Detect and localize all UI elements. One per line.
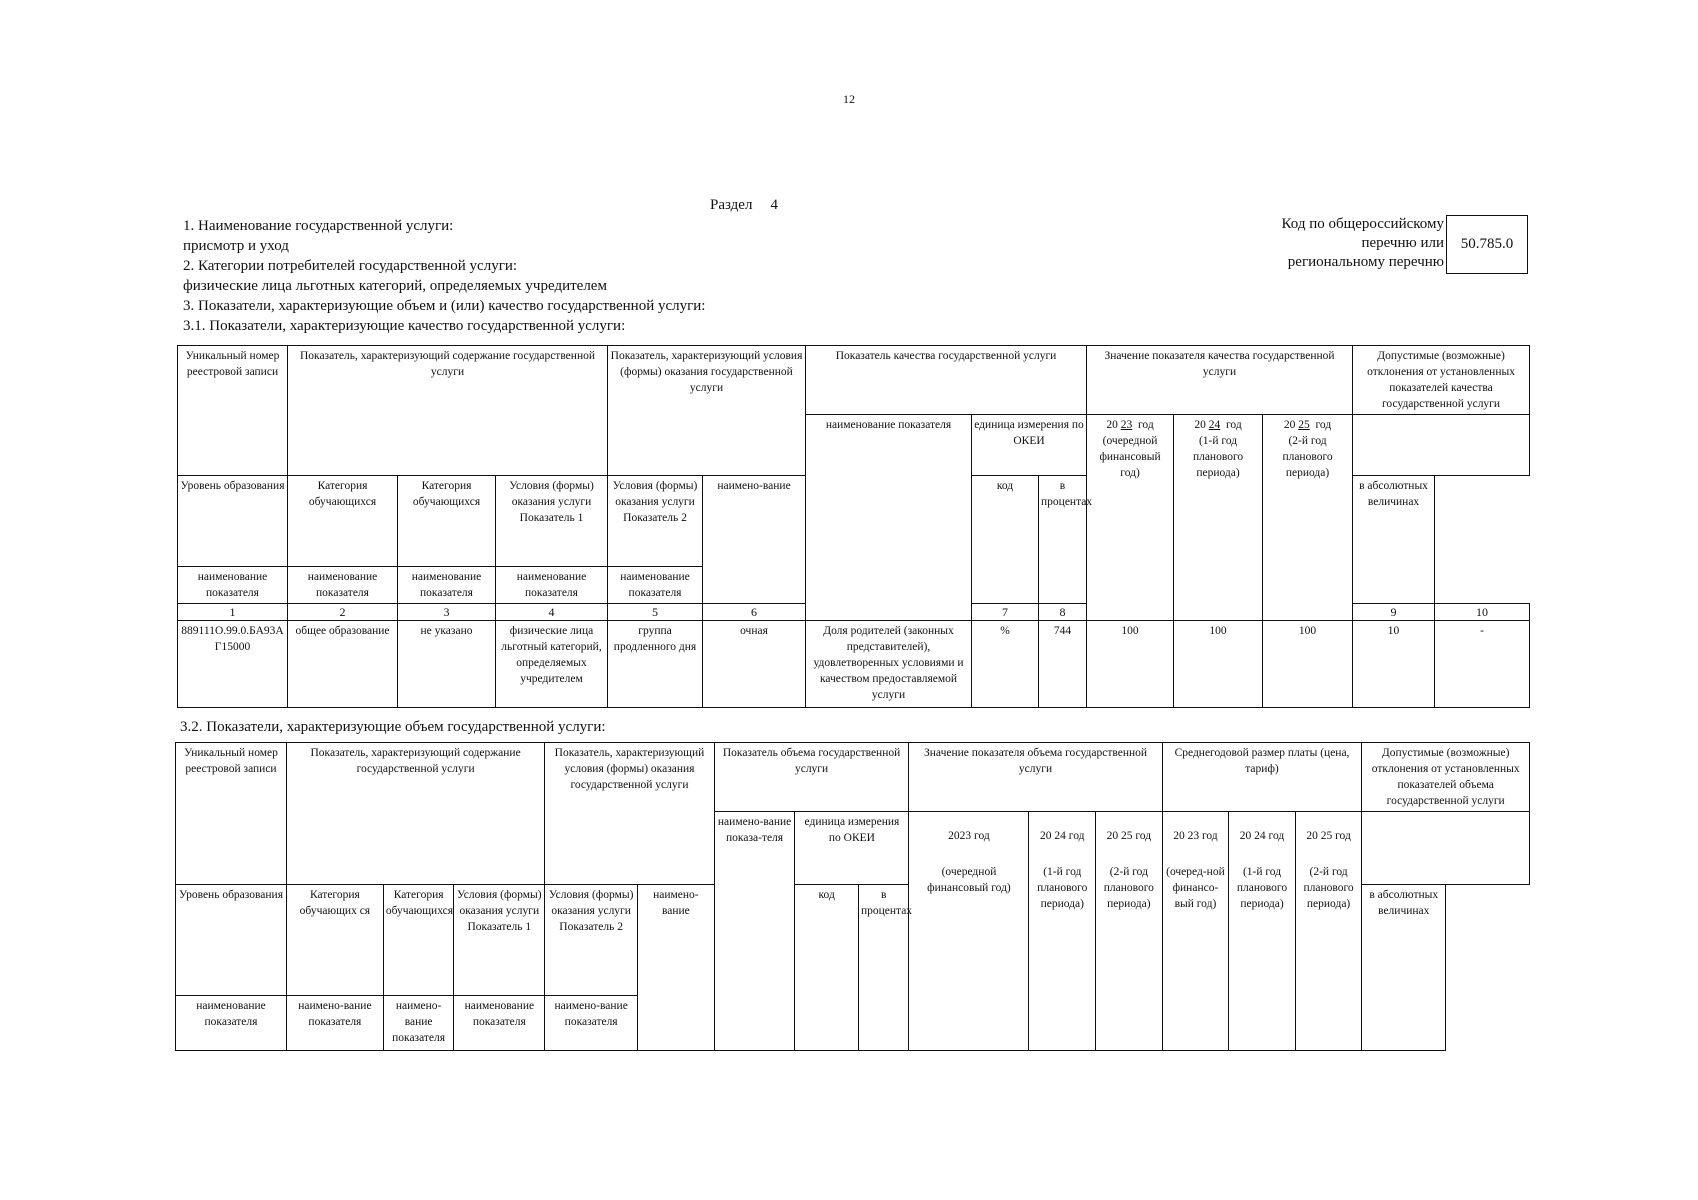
t2-value2-sub: (1-й год планового периода) <box>1037 866 1088 910</box>
t2-fee1-title: 20 23 год <box>1173 830 1218 842</box>
t1-year3-prefix: 20 <box>1283 419 1296 431</box>
service-name-value: присмотр и уход <box>183 238 289 254</box>
t1-row-absolute: - <box>1435 621 1530 708</box>
indicators-heading: 3. Показатели, характеризующие объем и (или) качество государственной услуги: <box>183 298 706 314</box>
t1-year1-prefix: 20 <box>1106 419 1118 431</box>
t1-subheader-c2: наименование показателя <box>178 567 288 604</box>
t1-row-level: общее образование <box>288 621 398 708</box>
t2-header-conditions: Показатель, характеризующий условия (формы) оказания государственной услуги <box>545 743 714 885</box>
t1-row-value3: 100 <box>1263 621 1353 708</box>
t1-year2-sub: (1-й год планового периода) <box>1192 435 1244 479</box>
t1-header-conditions: Показатель, характеризующий условия (формы) оказания государственной услуги <box>608 346 806 476</box>
t1-header-level: Уровень образования <box>178 476 288 567</box>
t1-col-number: 7 <box>972 604 1039 621</box>
t1-col-number: 6 <box>703 604 806 621</box>
t1-col-number: 2 <box>288 604 398 621</box>
t1-col-number: 9 <box>1353 604 1435 621</box>
t1-subheader-c3: наименование показателя <box>288 567 398 604</box>
registry-code-label <box>1226 215 1444 272</box>
t2-header-fee2 <box>1229 812 1296 1051</box>
registry-code-value: 50.785.0 <box>1446 215 1528 274</box>
t1-row-condition2: очная <box>703 621 806 708</box>
t1-col-number: 4 <box>496 604 608 621</box>
t1-header-quality: Показатель качества государственной услуги <box>806 346 1087 415</box>
t1-header-value: Значение показателя качества государственной услуги <box>1087 346 1353 415</box>
t2-header-value: Значение показателя объема государственной услуги <box>909 743 1162 812</box>
t2-header-content: Показатель, характеризующий содержание государственной услуги <box>286 743 544 885</box>
t2-header-deviation: Допустимые (возможные) отклонения от установленных показателей объема государственной услуги <box>1362 743 1530 812</box>
t2-value3-sub: (2-й год планового периода) <box>1103 866 1154 910</box>
t1-col-number: 5 <box>608 604 703 621</box>
section-number: 4 <box>770 197 778 213</box>
quality-indicators-table <box>177 345 1530 708</box>
t2-header-unique: Уникальный номер реестровой записи <box>176 743 287 885</box>
volume-indicators-heading: 3.2. Показатели, характеризующие объем государственной услуги: <box>180 719 606 735</box>
consumer-category-label: 2. Категории потребителей государственной услуги: <box>183 258 518 274</box>
t2-subheader-c6: наимено-вание показателя <box>545 996 638 1051</box>
t1-row-value2: 100 <box>1174 621 1263 708</box>
t1-header-category1: Категория обучающихся <box>288 476 398 567</box>
t1-row-indicator: Доля родителей (законных представителей), удовлетворенных условиями и качеством предоставляемой услуги <box>806 621 972 708</box>
table-row <box>178 621 1530 708</box>
t1-header-year1 <box>1087 415 1174 621</box>
t2-header-absolute: в абсолютных величинах <box>1362 885 1446 1051</box>
t2-subheader-c2: наименование показателя <box>176 996 287 1051</box>
t1-row-percent: 10 <box>1353 621 1435 708</box>
t2-header-fee1 <box>1162 812 1229 1051</box>
t1-row-category1: не указано <box>398 621 496 708</box>
t2-header-fee3 <box>1295 812 1362 1051</box>
t2-header-volume: Показатель объема государственной услуги <box>714 743 909 812</box>
t1-row-category2: физические лица льготный категорий, определяемых учредителем <box>496 621 608 708</box>
registry-code-label-line2: перечню или <box>1361 235 1444 251</box>
t1-year3-number: 25 <box>1298 419 1310 431</box>
consumer-category-value: физические лица льготных категорий, определяемых учредителем <box>183 278 607 294</box>
t1-header-unit-name: наимено-вание <box>703 476 806 604</box>
t2-header-category2: Категория обучающихся <box>383 885 454 996</box>
volume-indicators-table <box>175 742 1530 1051</box>
t1-subheader-c5: наименование показателя <box>496 567 608 604</box>
t1-row-value1: 100 <box>1087 621 1174 708</box>
t2-header-condition2: Условия (формы) оказания услуги Показатель 2 <box>545 885 638 996</box>
t2-header-value1 <box>909 812 1029 1051</box>
t1-header-absolute: в абсолютных величинах <box>1353 476 1435 604</box>
t1-year2-suffix: год <box>1225 419 1242 431</box>
t2-header-unit: единица измерения по ОКЕИ <box>795 812 909 885</box>
t1-row-unit: % <box>972 621 1039 708</box>
t1-header-year2 <box>1174 415 1263 621</box>
t1-header-unit: единица измерения по ОКЕИ <box>972 415 1087 476</box>
t2-header-value3 <box>1096 812 1163 1051</box>
t2-header-category1: Категория обучающих ся <box>286 885 383 996</box>
t2-header-indicator-name: наимено-вание показа-теля <box>714 812 795 1051</box>
t2-fee3-sub: (2-й год планового периода) <box>1303 866 1354 910</box>
t1-year3-suffix: год <box>1315 419 1332 431</box>
t1-header-deviation-cont <box>1353 415 1530 476</box>
t2-value2-title: 20 24 год <box>1040 830 1085 842</box>
t1-header-indicator-name: наименование показателя <box>806 415 972 621</box>
t2-fee2-sub: (1-й год планового периода) <box>1236 866 1288 910</box>
t1-year1-suffix: год <box>1137 419 1154 431</box>
t1-row-code: 744 <box>1039 621 1087 708</box>
t2-value3-title: 20 25 год <box>1106 830 1152 842</box>
section-heading <box>710 197 778 214</box>
t2-value1-sub: (очередной финансовый год) <box>927 866 1011 894</box>
t1-header-unit-code: код <box>972 476 1039 604</box>
t2-value1-title: 2023 год <box>948 830 990 842</box>
t2-header-deviation-cont <box>1362 812 1530 885</box>
t1-header-year3 <box>1263 415 1353 621</box>
t1-year3-sub: (2-й год планового периода) <box>1282 435 1333 479</box>
t2-subheader-c5: наименование показателя <box>454 996 545 1051</box>
t1-header-deviation: Допустимые (возможные) отклонения от установленных показателей качества государственной услуги <box>1353 346 1530 415</box>
t1-header-percent: в процентах <box>1039 476 1087 604</box>
t2-header-condition1: Условия (формы) оказания услуги Показатель 1 <box>454 885 545 996</box>
t1-year1-number: 23 <box>1120 419 1133 431</box>
t2-fee1-sub: (очеред-ной финансо-вый год) <box>1166 866 1225 910</box>
t2-subheader-c3: наимено-вание показателя <box>286 996 383 1051</box>
t1-col-number: 3 <box>398 604 496 621</box>
registry-code-label-line1: Код по общероссийскому <box>1281 216 1444 232</box>
t2-header-level: Уровень образования <box>176 885 287 996</box>
t1-year2-prefix: 20 <box>1194 419 1206 431</box>
t1-header-condition1: Условия (формы) оказания услуги Показатель 1 <box>496 476 608 567</box>
t2-fee3-title: 20 25 год <box>1306 830 1351 842</box>
t2-header-percent: в процентах <box>858 885 908 1051</box>
t1-header-content: Показатель, характеризующий содержание государственной услуги <box>288 346 608 476</box>
service-name-label: 1. Наименование государственной услуги: <box>183 218 454 234</box>
t2-header-fee: Среднегодовой размер платы (цена, тариф) <box>1162 743 1362 812</box>
t1-col-number: 10 <box>1435 604 1530 621</box>
t1-subheader-c4: наименование показателя <box>398 567 496 604</box>
t1-header-condition2: Условия (формы) оказания услуги Показатель 2 <box>608 476 703 567</box>
section-label: Раздел <box>710 197 753 213</box>
t1-year2-number: 24 <box>1208 419 1221 431</box>
registry-code-label-line3: региональному перечню <box>1287 254 1444 270</box>
t1-header-category2: Категория обучающихся <box>398 476 496 567</box>
t2-header-value2 <box>1029 812 1096 1051</box>
t1-row-condition1: группа продленного дня <box>608 621 703 708</box>
t2-header-unit-name: наимено-вание <box>638 885 715 1051</box>
t1-col-number: 1 <box>178 604 288 621</box>
t2-subheader-c4: наимено-вание показателя <box>383 996 454 1051</box>
t1-year1-sub: (очередной финансовый год) <box>1099 435 1161 479</box>
t1-row-unique: 889111О.99.0.БА93АГ15000 <box>178 621 288 708</box>
page-number: 12 <box>843 92 855 106</box>
t1-col-number: 8 <box>1039 604 1087 621</box>
t2-fee2-title: 20 24 год <box>1239 830 1285 842</box>
t2-header-unit-code: код <box>795 885 859 1051</box>
t1-header-unique: Уникальный номер реестровой записи <box>178 346 288 476</box>
quality-indicators-heading: 3.1. Показатели, характеризующие качество государственной услуги: <box>183 318 626 334</box>
t1-subheader-c6: наименование показателя <box>608 567 703 604</box>
